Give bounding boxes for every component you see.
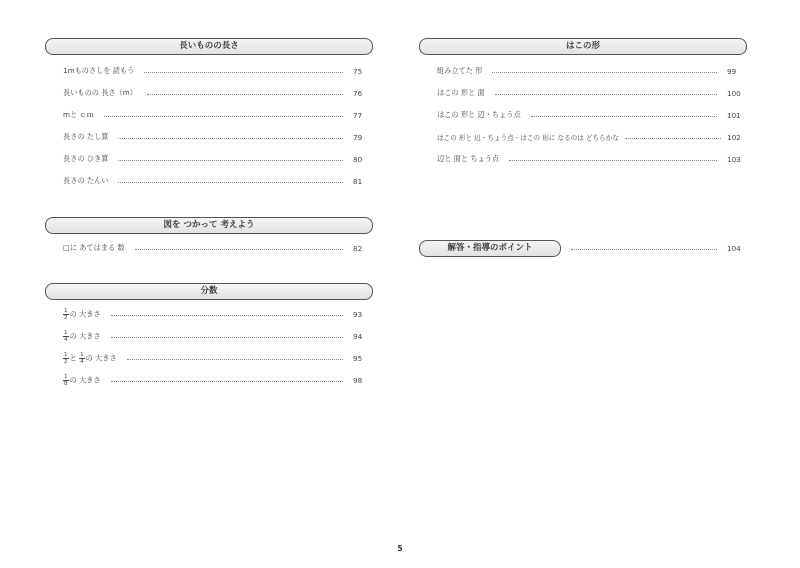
toc-entry[interactable]: mと ｃｍ 77 (63, 110, 363, 120)
leader-dots (104, 116, 343, 117)
section-long-lengths (45, 38, 373, 192)
toc-entry[interactable]: はこの 形と 辺・ちょう点 101 (437, 110, 741, 120)
leader-dots (111, 315, 343, 316)
toc-entry[interactable]: 長いものの 長さ（m） 76 (63, 88, 363, 98)
section-header (419, 38, 747, 55)
leader-dots (509, 160, 717, 161)
leader-dots (111, 337, 343, 338)
toc-entry[interactable]: 長さの たんい 81 (63, 176, 363, 186)
fraction: $\frac{1}{2}$ (64, 307, 68, 321)
page-number: 5 (397, 544, 403, 553)
section-title: 分数 (200, 286, 218, 296)
toc-entry[interactable]: 長さの ひき算 80 (63, 154, 363, 164)
toc-entry[interactable]: 組み立てた 形 99 (437, 66, 737, 76)
leader-dots (127, 359, 343, 360)
toc-entry[interactable]: 1mものさしを 読もう 75 (63, 66, 363, 76)
toc-entry-answers[interactable]: 解答・指導のポイント 104 (419, 240, 747, 257)
fraction: $\frac{1}{2}$ (64, 351, 68, 365)
leader-dots (111, 381, 343, 382)
section-title: はこの形 (565, 41, 600, 51)
toc-entry[interactable]: 長さの たし算 79 (63, 132, 363, 142)
leader-dots (495, 94, 717, 95)
leader-dots (144, 72, 343, 73)
leader-dots (118, 138, 343, 139)
toc-entry[interactable]: $\frac{1}{8}$ の 大きさ 98 (64, 373, 363, 387)
toc-entry[interactable]: $\frac{1}{2}$ の 大きさ 93 (64, 307, 363, 321)
right-column (419, 38, 747, 257)
section-box-shapes (419, 38, 747, 170)
toc-entry[interactable]: はこの 形と 辺・ちょう点・はこの 形に なるのは どちらかな 102 (437, 132, 741, 142)
leader-dots (571, 249, 717, 250)
leader-dots (531, 116, 717, 117)
section-fractions (45, 283, 373, 391)
section-title: 長いものの長さ (179, 41, 239, 51)
leader-dots (625, 138, 721, 139)
leader-dots (118, 182, 343, 183)
toc-entry[interactable]: 辺と 面と ちょう点 103 (437, 154, 741, 164)
toc-entry[interactable]: はこの 形と 面 100 (437, 88, 741, 98)
fraction: $\frac{1}{4}$ (64, 329, 68, 343)
leader-dots (147, 94, 343, 95)
toc-entry[interactable]: □に あてはまる 数 82 (63, 243, 363, 253)
toc-entry[interactable]: $\frac{1}{4}$ の 大きさ 94 (64, 329, 363, 343)
fraction: $\frac{1}{8}$ (64, 373, 68, 387)
left-column (45, 38, 373, 391)
leader-dots (492, 72, 717, 73)
section-header (45, 217, 373, 234)
section-diagram-thinking (45, 217, 373, 259)
section-header (45, 283, 373, 300)
section-title: 図を つかって 考えよう (163, 220, 255, 230)
leader-dots (118, 160, 343, 161)
toc-entry[interactable]: $\frac{1}{2}$ と $\frac{1}{4}$ の 大きさ 95 (64, 351, 363, 365)
section-header (45, 38, 373, 55)
leader-dots (135, 249, 343, 250)
answers-header: 解答・指導のポイント (419, 240, 561, 257)
fraction: $\frac{1}{4}$ (80, 351, 84, 365)
